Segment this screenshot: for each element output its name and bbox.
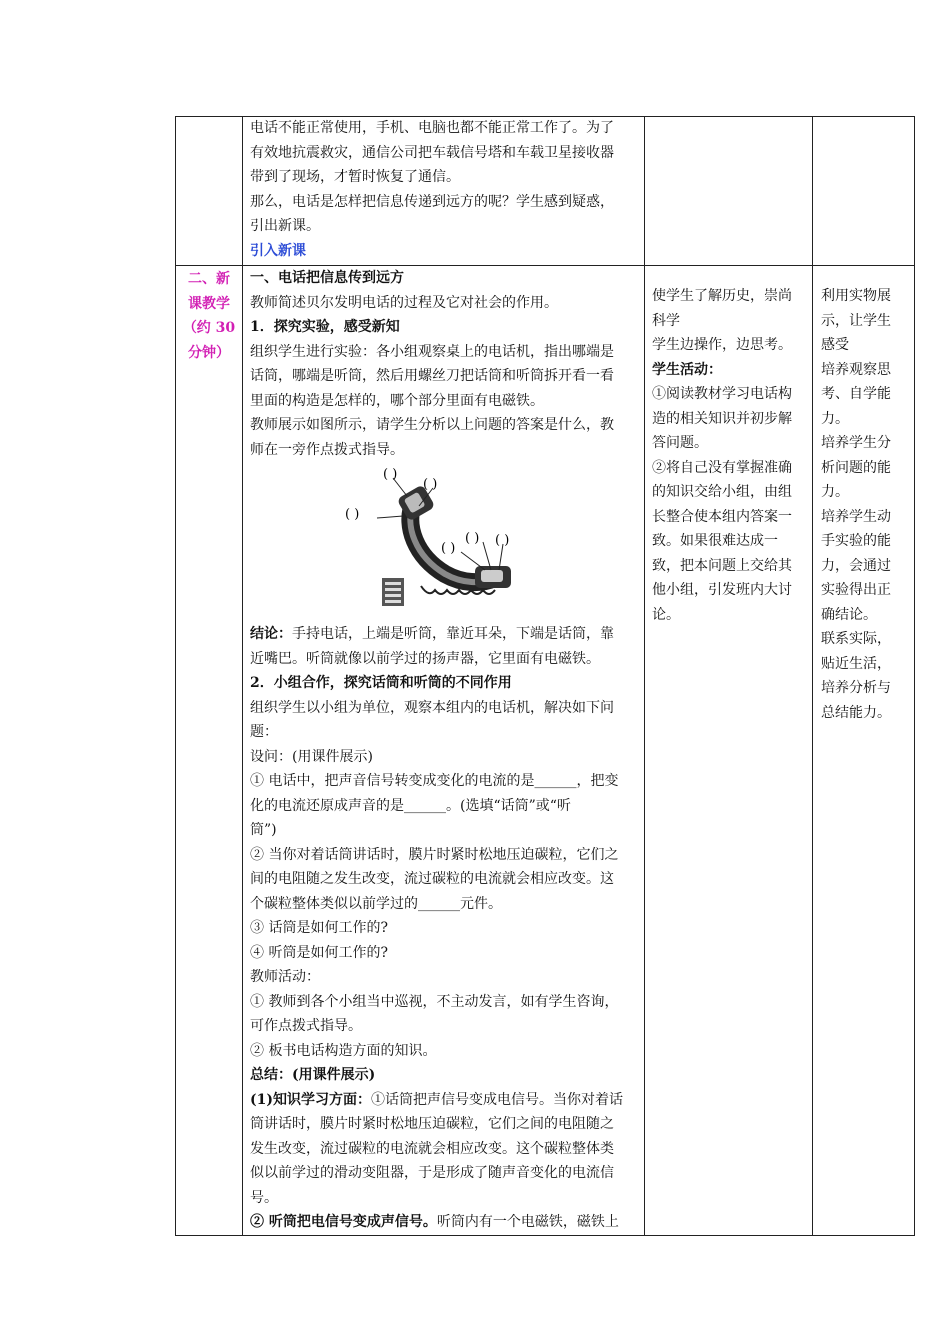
text-line: 联系实际，	[821, 631, 891, 647]
text-line: 引出新课。	[250, 218, 320, 234]
text-line: 题：	[250, 724, 278, 740]
text-line: 手持电话，上端是听筒，靠近耳朵，下端是话筒，靠	[292, 626, 614, 642]
figure-label: ( )	[441, 541, 456, 556]
text-line: 手实验的能	[821, 533, 891, 549]
text-line: 实验得出正	[821, 582, 891, 598]
text-line: 个碳粒整体类似以前学过的______元件。	[250, 895, 502, 912]
stage-label: （约 30	[182, 320, 236, 336]
text-line: 论。	[652, 606, 680, 623]
text-line: 话筒，哪端是听筒，然后用螺丝刀把话筒和听筒拆开看一看	[250, 368, 614, 384]
text-line: 带到了现场，才暂时恢复了通信。	[250, 169, 460, 185]
figure-label: ( )	[383, 467, 398, 482]
text-line: 似以前学过的滑动变阻器，于是形成了随声音变化的电流信	[250, 1165, 614, 1181]
stage-cell-empty	[176, 117, 243, 266]
text-line: ③ 话筒是如何工作的?	[250, 920, 388, 936]
text-line: 里面的构造是怎样的，哪个部分里面有电磁铁。	[250, 392, 544, 409]
figure-label: ( )	[465, 531, 480, 546]
text-line: 力。	[821, 410, 849, 427]
text-line: 贴近生活，	[821, 655, 891, 672]
text-line: ② 当你对着话筒讲话时，膜片时紧时松地压迫碳粒，它们之	[250, 846, 619, 863]
text-line: 利用实物展	[821, 288, 891, 304]
figure-label: ( )	[345, 507, 360, 522]
text-line: 答问题。	[652, 435, 708, 451]
telephone-handset-illustration	[345, 466, 545, 624]
text-line: 组织学生以小组为单位，观察本组内的电话机，解决如下问	[250, 699, 614, 716]
text-line: 近嘴巴。听筒就像以前学过的扬声器，它里面有电磁铁。	[250, 650, 600, 667]
text-line: 可作点拨式指导。	[250, 1018, 362, 1034]
stage-cell	[176, 266, 243, 1236]
text-line: 力。	[821, 484, 849, 500]
text-line: 他小组，引发班内大讨	[652, 582, 792, 598]
text-line: 筒讲话时，膜片时紧时松地压迫碳粒，它们之间的电阻随之	[250, 1116, 614, 1132]
figure-label: ( )	[495, 533, 510, 548]
text-line: 培养分析与	[821, 680, 891, 696]
text-line: 使学生了解历史，崇尚	[652, 288, 792, 304]
heading: 一、电话把信息传到远方	[250, 270, 404, 286]
text-line: 科学	[652, 312, 680, 329]
text-line: 设问：(用课件展示)	[250, 748, 373, 765]
text-line: ①话筒把声信号变成电信号。当你对着话	[371, 1091, 623, 1108]
heading: 1．探究实验，感受新知	[250, 319, 400, 335]
text-line: 力，会通过	[821, 557, 891, 574]
text-line: 长整合使本组内答案一	[652, 508, 792, 525]
student-activity-heading: 学生活动：	[652, 361, 722, 378]
text-line: ④ 听筒是如何工作的?	[250, 944, 388, 961]
activity-cell	[645, 266, 813, 1236]
text-line: 听筒内有一个电磁铁，磁铁上	[436, 1214, 619, 1230]
text-line: ① 电话中，把声音信号转变成变化的电流的是______，把变	[250, 773, 619, 789]
activity-cell-empty	[645, 117, 813, 266]
table-row	[176, 117, 915, 266]
text-line: 间的电阻随之发生改变，流过碳粒的电流就会相应改变。这	[250, 871, 614, 887]
text-line: 号。	[250, 1189, 278, 1206]
text-line: 培养学生动	[821, 508, 891, 525]
text-line: 发生改变，流过碳粒的电流就会相应改变。这个碳粒整体类	[250, 1140, 614, 1157]
text-line: ① 教师到各个小组当中巡视，不主动发言，如有学生咨询，	[250, 993, 619, 1010]
text-line: 组织学生进行实验：各小组观察桌上的电话机，指出哪端是	[250, 343, 614, 360]
text-line: 那么，电话是怎样把信息传递到远方的呢？学生感到疑惑，	[250, 193, 614, 210]
text-line: 有效地抗震救灾，通信公司把车载信号塔和车载卫星接收器	[250, 144, 614, 161]
table-row	[176, 266, 915, 1236]
text-line: 培养观察思	[821, 361, 891, 378]
text-line: 培养学生分	[821, 435, 891, 451]
text-line: 总结能力。	[821, 704, 891, 721]
conclusion-label: 结论：	[250, 626, 292, 642]
intent-cell	[813, 266, 915, 1236]
text-line: 考、自学能	[821, 386, 891, 402]
text-line: 确结论。	[821, 606, 877, 623]
text-line: 化的电流还原成声音的是______。(选填“话筒”或“听	[250, 797, 571, 814]
text-line: 教师简述贝尔发明电话的过程及它对社会的作用。	[250, 294, 558, 311]
heading: 2．小组合作，探究话筒和听筒的不同作用	[250, 675, 512, 691]
stage-label: 分钟）	[188, 344, 230, 361]
content-cell	[243, 266, 645, 1236]
text-line: 电话不能正常使用，手机、电脑也都不能正常工作了。为了	[250, 120, 614, 136]
text-line: ②将自己没有掌握准确	[652, 459, 792, 476]
telephone-figure	[250, 462, 639, 622]
lesson-table	[175, 116, 915, 1236]
text-line: 致。如果很难达成一	[652, 533, 778, 549]
section-heading: 引入新课	[250, 242, 306, 259]
text-line: 学生边操作，边思考。	[652, 337, 792, 353]
text-line: 感受	[821, 337, 849, 353]
figure-label: ( )	[423, 477, 438, 492]
text-line: 筒”)	[250, 822, 277, 838]
summary-label: (1)知识学习方面：	[250, 1091, 371, 1108]
stage-label: 课教学	[188, 295, 230, 312]
text-line: 教师活动：	[250, 969, 320, 985]
content-cell	[243, 117, 645, 266]
text-line: 的知识交给小组，由组	[652, 484, 792, 500]
text-line: 教师展示如图所示，请学生分析以上问题的答案是什么，教	[250, 417, 614, 433]
text-line: ② 板书电话构造方面的知识。	[250, 1042, 437, 1059]
text-line: 示，让学生	[821, 312, 891, 329]
summary-label: ② 听筒把电信号变成声信号。	[250, 1214, 437, 1230]
text-line: ①阅读教材学习电话构	[652, 386, 792, 402]
text-line: 造的相关知识并初步解	[652, 410, 792, 427]
stage-label: 二、新	[188, 271, 230, 287]
summary-heading: 总结：(用课件展示)	[250, 1067, 376, 1083]
text-line: 致，把本问题上交给其	[652, 557, 792, 574]
text-line: 师在一旁作点拨式指导。	[250, 441, 404, 458]
text-line: 析问题的能	[821, 459, 891, 476]
intent-cell-empty	[813, 117, 915, 266]
